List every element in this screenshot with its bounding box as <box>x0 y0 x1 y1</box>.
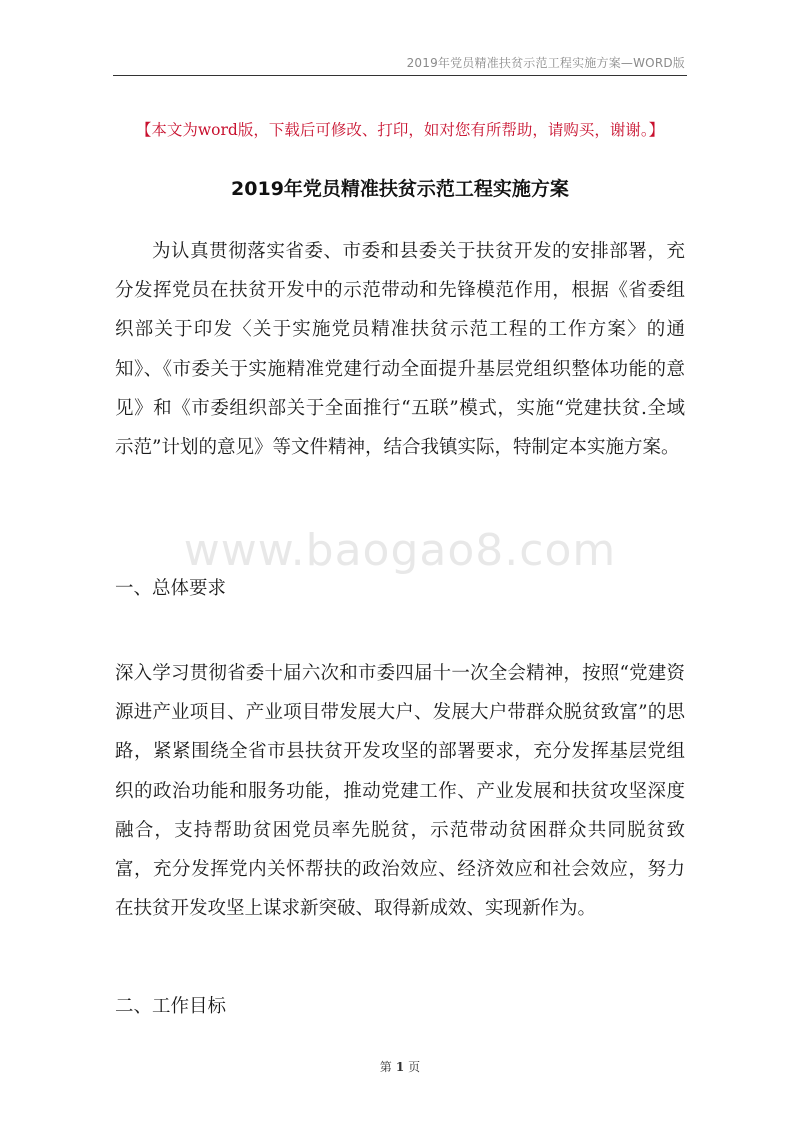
intro-paragraph: 为认真贯彻落实省委、市委和县委关于扶贫开发的安排部署，充分发挥党员在扶贫开发中的示范带动和先锋模范作用，根据《省委组织部关于印发〈关于实施党员精准扶贫示范工程的工作方案〉的通知》、《市委关于实施精准党建行动全面提升基层党组织整体功能的意见》和《市委组织部关于全面推行“五联”模式，实施“党建扶贫.全域示范”计划的意见》等文件精神，结合我镇实际，特制定本实施方案。 <box>115 241 685 459</box>
footer-prefix: 第 <box>379 1060 392 1074</box>
page-footer <box>0 1058 800 1075</box>
page-number: 1 <box>395 1060 405 1074</box>
header-rule <box>113 75 687 76</box>
watermark: www.baogao8.com <box>183 525 617 576</box>
download-notice: 【本文为word版，下载后可修改、打印，如对您有所帮助，请购买，谢谢。】 <box>135 121 665 139</box>
section-heading-general-requirements: 一、总体要求 <box>115 578 227 599</box>
running-header: 2019年党员精准扶贫示范工程实施方案—WORD版 <box>406 56 685 70</box>
section-heading-work-goals: 二、工作目标 <box>115 996 227 1017</box>
footer-suffix: 页 <box>408 1060 421 1074</box>
document-title: 2019年党员精准扶贫示范工程实施方案 <box>231 178 569 200</box>
requirements-paragraph: 深入学习贯彻省委十届六次和市委四届十一次全会精神，按照“党建资源进产业项目、产业项目带发展大户、发展大户带群众脱贫致富”的思路，紧紧围绕全省市县扶贫开发攻坚的部署要求，充分发挥基层党组织的政治功能和服务功能，推动党建工作、产业发展和扶贫攻坚深度融合，支持帮助贫困党员率先脱贫，示范带动贫困群众共同脱贫致富，充分发挥党内关怀帮扶的政治效应、经济效应和社会效应，努力在扶贫开发攻坚上谋求新突破、取得新成效、实现新作为。 <box>115 663 685 920</box>
